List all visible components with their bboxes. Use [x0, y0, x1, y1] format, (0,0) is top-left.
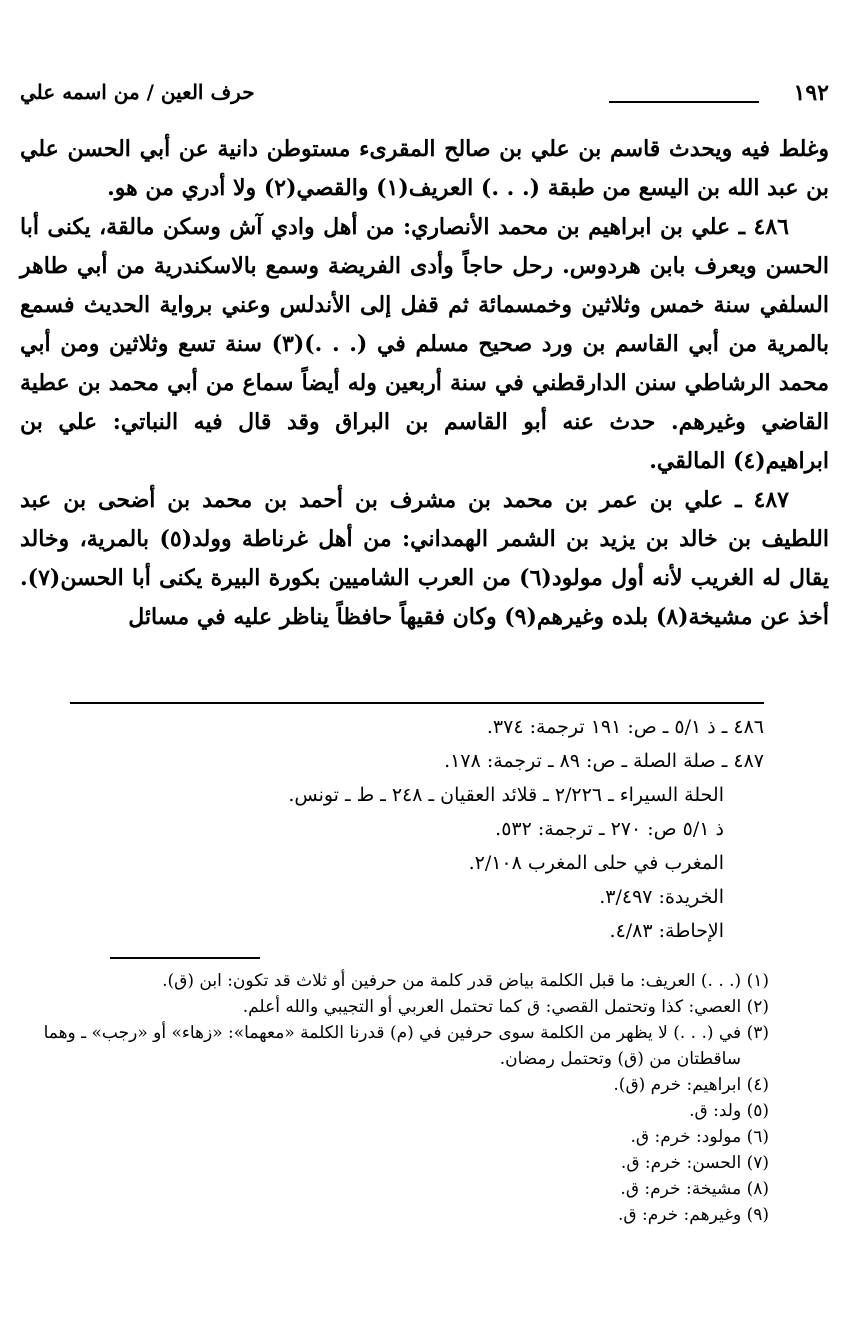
source-subline: الخريدة: ٣/٤٩٧. — [599, 886, 724, 908]
source-subline: الإحاطة: ٤/٨٣. — [609, 920, 724, 942]
footnote: (٩) وغيرهم: خرم: ق. — [618, 1205, 769, 1225]
footnote: (٤) ابراهيم: خرم (ق). — [613, 1075, 769, 1095]
running-header — [20, 80, 829, 114]
footnotes-block — [10, 968, 769, 1228]
source-subline: ذ ٥/١ ص: ٢٧٠ ـ ترجمة: ٥٣٢. — [495, 818, 724, 840]
footnote: (١) (. . .) العريف: ما قبل الكلمة بياض قدر كلمة من حرفين أو ثلاث قد تكون: ابن (ق). — [162, 971, 769, 991]
footnote: (٦) مولود: خرم: ق. — [630, 1127, 769, 1147]
header-rule — [609, 101, 759, 103]
source-subline: المغرب في حلى المغرب ٢/١٠٨. — [468, 852, 724, 874]
footnote: (٣) في (. . .) لا يظهر من الكلمة سوى حرفين في (م) قدرنا الكلمة «معهما»: «زهاء» أو «رجب» ـ وهما — [43, 1023, 769, 1043]
footnote-continuation: ساقطتان من (ق) وتحتمل رمضان. — [499, 1049, 741, 1069]
entry-486: ٤٨٦ ـ علي بن ابراهيم بن محمد الأنصاري: من أهل وادي آش وسكن مالقة، يكنى أبا الحسن ويعرف بابن هردوس. رحل حاجاً وأدى الفريضة وسمع بالاسكندرية من أبي طاهر السلفي سنة خمس وثلاثين وخمسمائة ثم قفل إلى الأندلس وعني برواية الحديث فسمع بالمرية من أبي القاسم بن ورد صحيح مسلم في (. . .)(٣) سنة تسع وثلاثين ومن أبي محمد الرشاطي سنن الدارقطني في سنة أربعين وله أيضاً سماع من أبي محمد بن عطية القاضي وغيرهم. حدث عنه أبو القاسم بن البراق وقد قال فيه النباتي: علي بن ابراهيم(٤) المالقي. — [20, 214, 830, 474]
footnote: (٨) مشيخة: خرم: ق. — [620, 1179, 769, 1199]
source-line: ٤٨٦ ـ ذ ٥/١ ـ ص: ١٩١ ترجمة: ٣٧٤. — [486, 716, 764, 738]
entry-487: ٤٨٧ ـ علي بن عمر بن محمد بن مشرف بن أحمد بن محمد بن أضحى بن عبد اللطيف بن خالد بن يزيد بن الشمر الهمداني: من أهل غرناطة وولد(٥) بالمرية، وخالد يقال له الغريب لأنه أول مولود(٦) من العرب الشاميين بكورة البيرة يكنى أبا الحسن(٧). أخذ عن مشيخة(٨) بلده وغيرهم(٩) وكان فقيهاً حافظاً يناظر عليه في مسائل — [20, 487, 829, 630]
source-line: ٤٨٧ ـ صلة الصلة ـ ص: ٨٩ ـ ترجمة: ١٧٨. — [444, 750, 764, 772]
page-number: ١٩٢ — [793, 80, 829, 106]
sources-block — [70, 702, 764, 948]
footnote: (٥) ولد: ق. — [689, 1101, 769, 1121]
paragraph-continuation: وغلط فيه ويحدث قاسم بن علي بن صالح المقرىء مستوطن دانية عن أبي الحسن علي بن عبد الله بن اليسع من طبقة (. . .) العريف(١) والقصي(٢) ولا أدري من هو. — [20, 136, 829, 201]
footnote: (٧) الحسن: خرم: ق. — [620, 1153, 769, 1173]
chapter-title: حرف العين / من اسمه علي — [20, 80, 255, 104]
main-text — [20, 130, 829, 637]
footnote-rule — [110, 957, 260, 959]
footnote: (٢) العصي: كذا وتحتمل القصي: ق كما تحتمل العربي أو التجيبي والله أعلم. — [242, 997, 769, 1017]
source-subline: الحلة السيراء ـ ٢/٢٢٦ ـ قلائد العقيان ـ ٢٤٨ ـ ط ـ تونس. — [288, 784, 724, 806]
